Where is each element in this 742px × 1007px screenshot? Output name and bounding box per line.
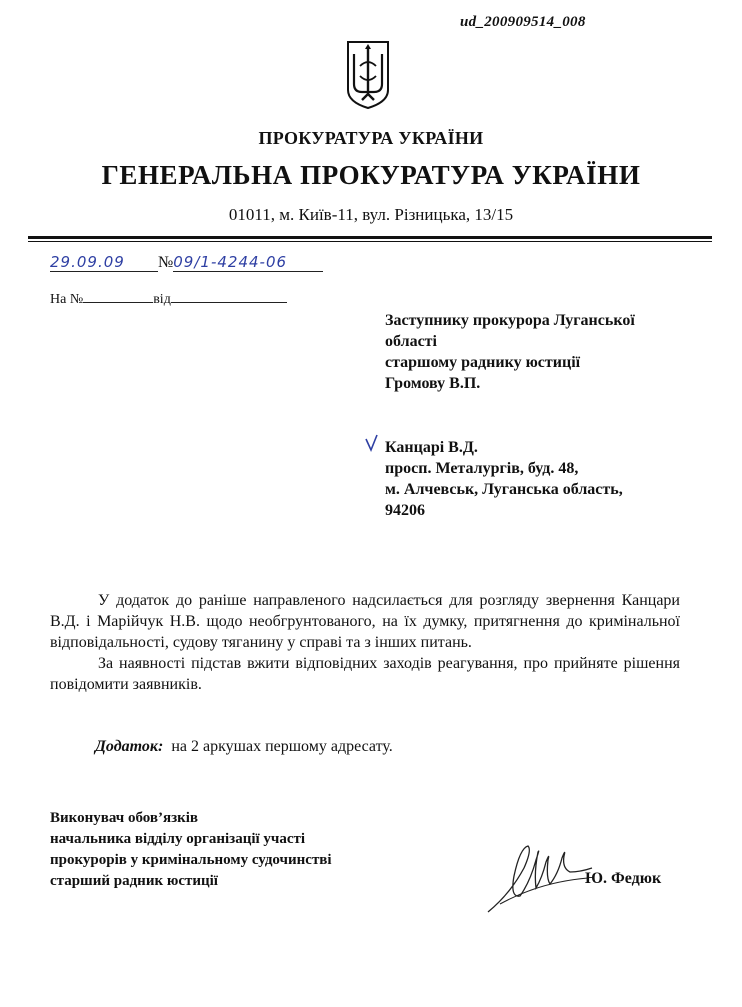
signer-line: начальника відділу організації участі (50, 831, 306, 847)
header-divider-thin (28, 241, 712, 242)
check-mark-icon (364, 433, 380, 453)
number-sign: № (158, 254, 174, 271)
reference-date-label: від (153, 292, 171, 307)
body-paragraph-2: За наявності підстав вжити відповідних заходів реагування, про прийняте рішення повідомити заявників. (50, 655, 680, 693)
handwritten-signature (480, 838, 600, 918)
header-divider (28, 236, 712, 239)
outgoing-number: 09/1-4244-06 (173, 253, 323, 272)
recipient-line: області (385, 333, 437, 350)
signer-line: прокурорів у кримінальному судочинстві (50, 852, 332, 868)
reference-number-label: На № (50, 292, 84, 307)
outgoing-date: 29.09.09 (50, 253, 158, 272)
copy-recipient-block (385, 437, 623, 521)
attachment-text: на 2 аркушах першому адресату. (171, 738, 393, 755)
org-title-ua: ПРОКУРАТУРА УКРАЇНИ (258, 128, 484, 148)
reference-date-blank (171, 290, 287, 303)
reference-line (50, 290, 287, 308)
recipient-line: Заступнику прокурора Луганської (385, 312, 635, 329)
copy-recipient-line: м. Алчевськ, Луганська область, (385, 481, 623, 498)
copy-recipient-line: просп. Металургів, буд. 48, (385, 460, 579, 477)
attachment-label: Додаток: (95, 738, 164, 755)
letter-body (50, 590, 680, 695)
body-paragraph-1: У додаток до раніше направленого надсилається для розгляду звернення Канцари В.Д. і Марійчук Н.В. щодо необгрунтованого, на їх думку, притягнення до кримінальної відповідальності, судову тяганину у справі та з інших питань. (50, 592, 680, 651)
recipient-block (385, 310, 635, 394)
copy-recipient-line: 94206 (385, 502, 425, 519)
signer-line: старший радник юстиції (50, 873, 218, 889)
signer-name: Ю. Федюк (585, 870, 662, 887)
recipient-line: старшому раднику юстиції (385, 354, 581, 371)
org-address: 01011, м. Київ-11, вул. Різницька, 13/15 (228, 205, 514, 224)
recipient-line: Громову В.П. (385, 375, 481, 392)
signer-line: Виконувач обов’язків (50, 810, 199, 826)
attachment-line (95, 738, 393, 756)
copy-recipient-line: Канцарі В.Д. (385, 439, 478, 456)
trident-emblem-icon (344, 40, 392, 110)
document-id: ud_200909514_008 (460, 14, 586, 30)
reference-number-blank (83, 290, 153, 303)
signer-block (50, 808, 332, 892)
outgoing-line (50, 253, 323, 272)
org-title-general: ГЕНЕРАЛЬНА ПРОКУРАТУРА УКРАЇНИ (101, 160, 641, 190)
